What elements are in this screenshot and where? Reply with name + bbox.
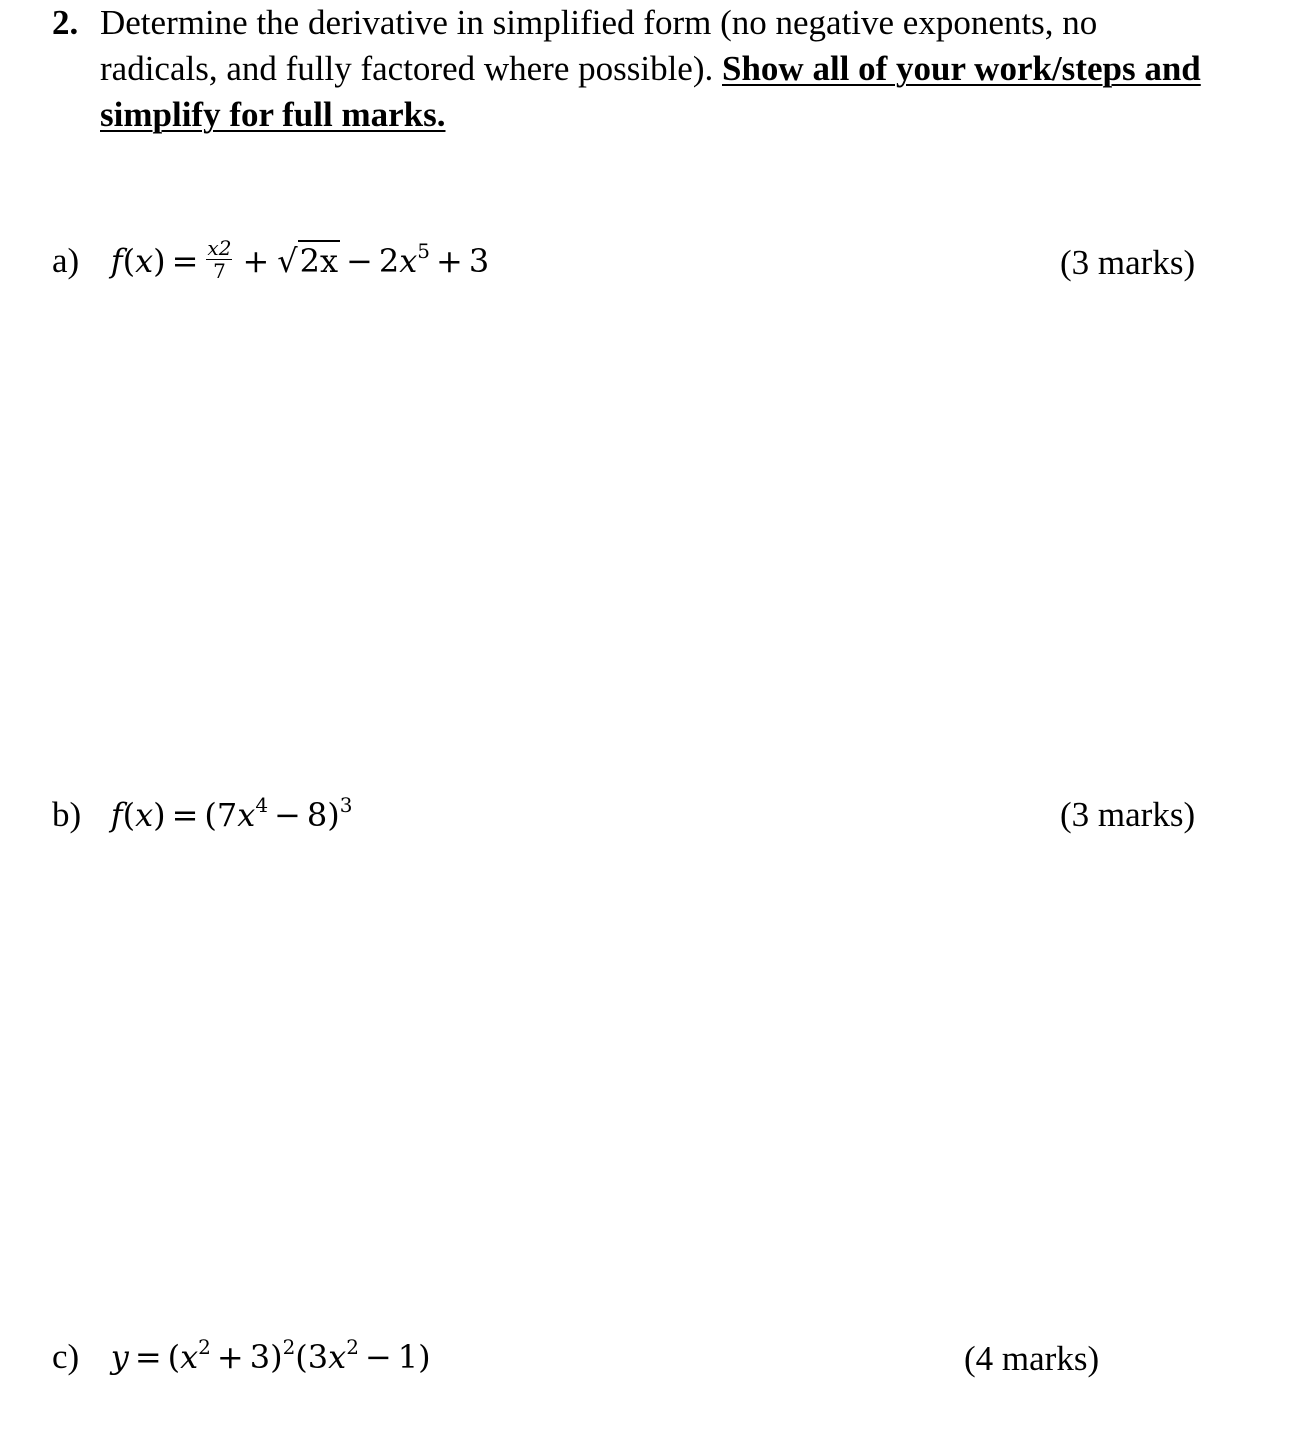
factor2-constant: 1 (397, 1338, 419, 1376)
fraction-denominator: 7 (206, 259, 232, 282)
sqrt-icon: √ (277, 242, 298, 280)
inner-exponent: 4 (255, 793, 269, 817)
fraction (206, 237, 232, 282)
inner-constant: 8 (306, 796, 328, 834)
part-b-label: b) (52, 795, 82, 834)
inner-coefficient: 7 (216, 796, 238, 834)
function-name: f (110, 796, 123, 834)
factor2-coefficient: 3 (307, 1338, 329, 1376)
factor2-exponent: 2 (346, 1335, 359, 1359)
part-b-marks: (3 marks) (1060, 795, 1196, 834)
inner-variable: x (237, 796, 256, 834)
constant-term: 3 (468, 242, 490, 280)
term-coefficient: 2 (378, 242, 400, 280)
function-variable: x (135, 242, 154, 280)
term-exponent: 5 (417, 239, 430, 263)
factor1-exponent: 2 (198, 1335, 211, 1359)
part-a-label: a) (52, 241, 80, 280)
question-number: 2. (52, 3, 79, 42)
outer-exponent: 3 (339, 793, 353, 817)
fraction-numerator: x2 (207, 236, 232, 260)
part-b (52, 792, 352, 838)
part-c-label: c) (52, 1337, 80, 1376)
function-name: f (110, 242, 123, 280)
function-variable: x (135, 796, 154, 834)
part-c-equation: $y = (x^2 + 3)^2(3x^2 - 1)$ (110, 1335, 431, 1376)
factor1-constant: 3 (249, 1338, 271, 1376)
factor2-variable: x (328, 1338, 347, 1376)
question-text: Determine the derivative in simplified form (no negative exponents, no radicals, and fully factored where possible). (100, 3, 1098, 88)
lhs-variable: y (110, 1338, 129, 1376)
question-instructions (100, 0, 1212, 138)
question-2 (52, 0, 1212, 138)
radicand: 2x (299, 242, 339, 280)
term-variable: x (399, 242, 418, 280)
question-emphasis: Show all of your work/steps and simplify for full marks. (100, 49, 1201, 134)
part-a (52, 238, 489, 286)
part-a-equation: f(x) = $\frac{x2}{7}$ + $√2x - 2x^5 + 3$ (110, 236, 490, 283)
part-c-marks: (4 marks) (964, 1339, 1100, 1378)
factor1-outer-exponent: 2 (282, 1335, 296, 1359)
part-c (52, 1334, 431, 1380)
part-a-marks: (3 marks) (1060, 243, 1196, 282)
part-b-equation: $f(x) = (7x^4 - 8)^3$ (110, 793, 353, 834)
factor1-variable: x (180, 1338, 199, 1376)
